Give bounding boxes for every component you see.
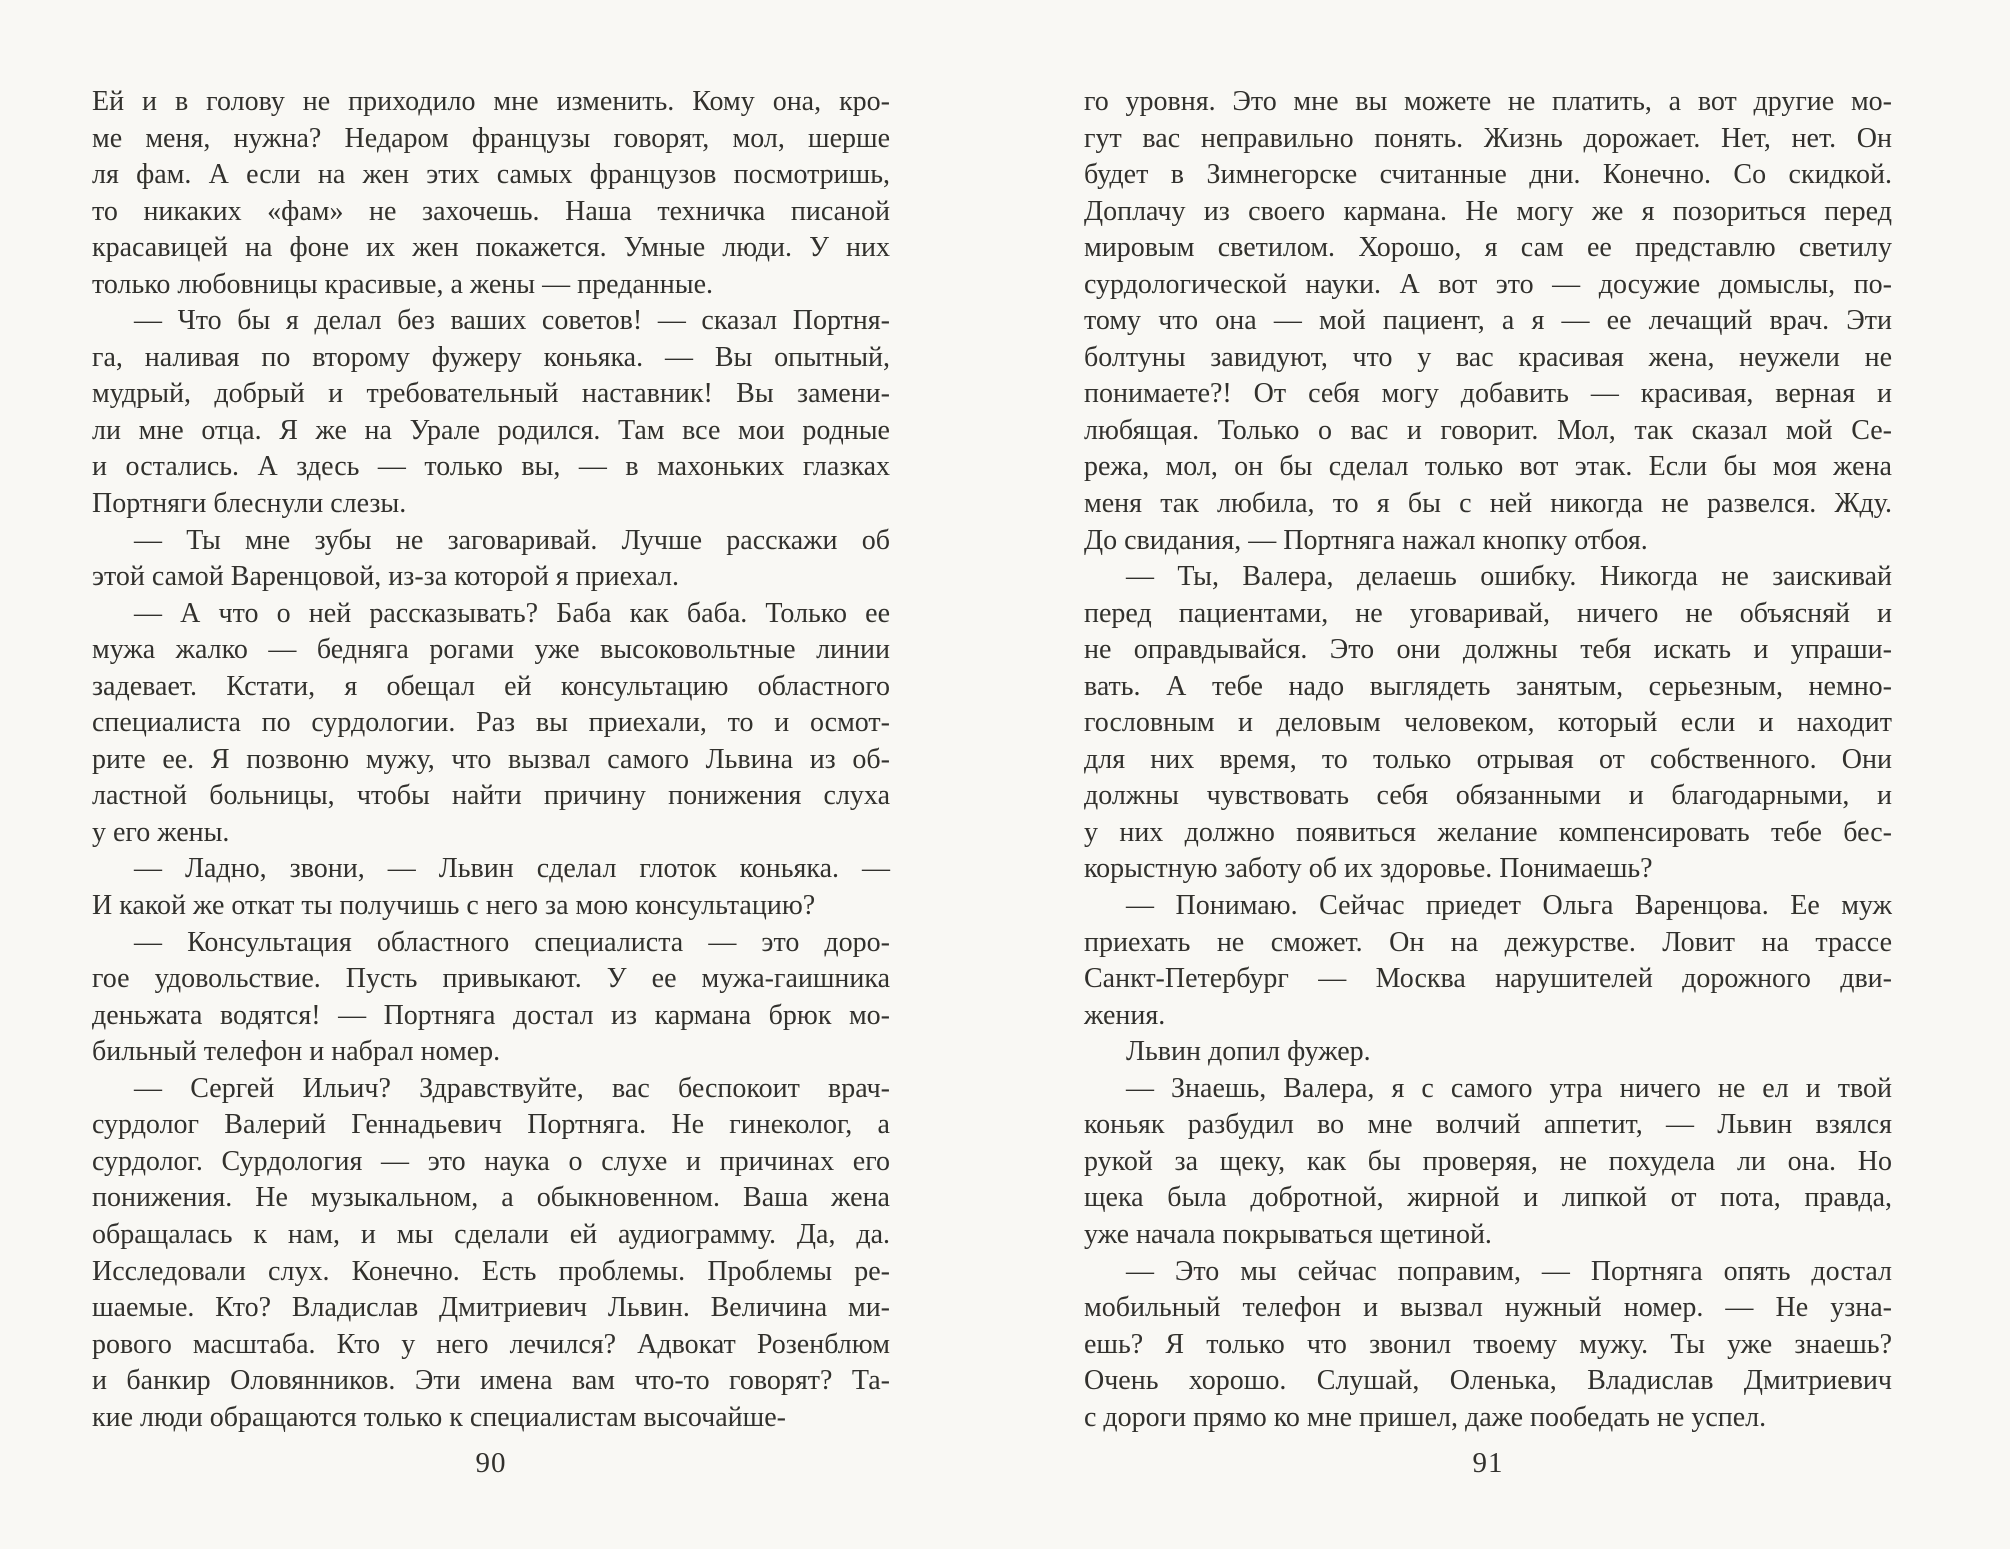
- text-line: сурдолог. Сурдология — это наука о слухе и причинах его: [92, 1145, 890, 1177]
- paragraph: [92, 596, 890, 852]
- text-line: га, наливая по второму фужеру коньяка. — Вы опытный,: [92, 341, 890, 373]
- text-line: деньжата водятся! — Портняга достал из кармана брюк мо-: [92, 999, 890, 1031]
- text-line: рового масштаба. Кто у него лечился? Адвокат Розенблюм: [92, 1328, 890, 1360]
- text-line: и банкир Оловянников. Эти имена вам что-то говорят? Та-: [92, 1365, 890, 1397]
- text-line: гут вас неправильно понять. Жизнь дорожает. Нет, нет. Он: [1084, 122, 1892, 154]
- text-line: ме меня, нужна? Недаром французы говорят, мол, шерше: [92, 122, 890, 154]
- page-number-left: 90: [475, 1447, 507, 1479]
- text-line: шаемые. Кто? Владислав Дмитриевич Львин. Величина ми-: [92, 1292, 890, 1324]
- text-line: гое удовольствие. Пусть привыкают. У ее мужа-гаишника: [92, 963, 890, 995]
- paragraph: [1084, 84, 1892, 559]
- text-line: — Консультация областного специалиста — это доро-: [134, 926, 890, 958]
- paragraph: [92, 925, 890, 1071]
- text-line: корыстную заботу об их здоровье. Понимаешь?: [1084, 853, 1653, 885]
- text-line: у них должно появиться желание компенсировать тебе бес-: [1084, 816, 1892, 848]
- text-line: — Это мы сейчас поправим, — Портняга опять достал: [1126, 1255, 1892, 1287]
- text-line: ли мне отца. Я же на Урале родился. Там все мои родные: [92, 414, 890, 446]
- paragraph: [92, 303, 890, 522]
- text-line: этой самой Варенцовой, из-за которой я приехал.: [92, 561, 679, 593]
- text-line: го уровня. Это мне вы можете не платить, а вот другие мо-: [1084, 86, 1892, 117]
- text-line: Ей и в голову не приходило мне изменить. Кому она, кро-: [92, 86, 890, 117]
- text-line: должны чувствовать себя обязанными и благодарными, и: [1084, 780, 1892, 812]
- text-line: понижения. Не музыкальном, а обыкновенном. Ваша жена: [92, 1182, 890, 1214]
- text-line: Доплачу из своего кармана. Не могу же я позориться перед: [1084, 195, 1892, 227]
- text-line: мудрый, добрый и требовательный наставник! Вы замени-: [92, 378, 890, 410]
- text-line: меня так любила, то я бы с ней никогда не развелся. Жду.: [1084, 488, 1892, 520]
- text-line: мобильный телефон и вызвал нужный номер. — Не узна-: [1084, 1292, 1892, 1324]
- text-line: только любовницы красивые, а жены — преданные.: [92, 268, 714, 300]
- text-line: то никаких «фам» не захочешь. Наша техничка писаной: [92, 195, 890, 227]
- text-line: ешь? Я только что звонил твоему мужу. Ты уже знаешь?: [1084, 1328, 1892, 1360]
- text-line: — Ладно, звони, — Львин сделал глоток коньяка. —: [134, 853, 890, 885]
- text-line: Исследовали слух. Конечно. Есть проблемы. Проблемы ре-: [92, 1255, 890, 1287]
- paragraph: [92, 523, 890, 596]
- page-right-text: [1084, 84, 1892, 1436]
- text-line: режа, мол, он бы сделал только вот этак. Если бы моя жена: [1084, 451, 1892, 483]
- text-line: Санкт-Петербург — Москва нарушителей дорожного дви-: [1084, 963, 1892, 995]
- text-line: задевает. Кстати, я обещал ей консультацию областного: [92, 670, 890, 702]
- text-line: Портняги блеснули слезы.: [92, 488, 407, 520]
- text-line: перед пациентами, не уговаривай, ничего не объясняй и: [1084, 597, 1892, 629]
- text-line: любящая. Только о вас и говорит. Мол, так сказал мой Се-: [1084, 414, 1892, 446]
- text-line: приехать не сможет. Он на дежурстве. Ловит на трассе: [1084, 926, 1892, 958]
- text-line: мировым светилом. Хорошо, я сам ее представлю светилу: [1084, 232, 1892, 264]
- paragraph: [1084, 1254, 1892, 1437]
- text-line: кие люди обращаются только к специалистам высочайше-: [92, 1401, 786, 1433]
- text-line: — Ты мне зубы не заговаривай. Лучше расскажи об: [134, 524, 890, 556]
- page-number-right: 91: [1472, 1447, 1504, 1479]
- text-line: сурдологической науки. А вот это — досужие домыслы, по-: [1084, 268, 1892, 300]
- text-line: гословным и деловым человеком, который если и находит: [1084, 707, 1892, 739]
- text-line: красавицей на фоне их жен покажется. Умные люди. У них: [92, 232, 890, 264]
- text-line: тому что она — мой пациент, а я — ее лечащий врач. Эти: [1084, 305, 1892, 337]
- text-line: у его жены.: [92, 816, 230, 848]
- text-line: вать. А тебе надо выглядеть занятым, серьезным, немно-: [1084, 670, 1892, 702]
- paragraph: [92, 851, 890, 924]
- text-line: — Ты, Валера, делаешь ошибку. Никогда не заискивай: [1126, 561, 1892, 593]
- page-right: [1084, 84, 1892, 1504]
- paragraph: [92, 84, 890, 303]
- text-line: и остались. А здесь — только вы, — в махоньких глазках: [92, 451, 890, 483]
- text-line: болтуны завидуют, что у вас красивая жена, неужели не: [1084, 341, 1892, 373]
- text-line: рите ее. Я позвоню мужу, что вызвал самого Львина из об-: [92, 743, 890, 775]
- text-line: — А что о ней рассказывать? Баба как баба. Только ее: [134, 597, 890, 629]
- text-line: — Понимаю. Сейчас приедет Ольга Варенцова. Ее муж: [1126, 890, 1892, 922]
- text-line: щека была добротной, жирной и липкой от пота, правда,: [1084, 1182, 1892, 1214]
- text-line: Львин допил фужер.: [1126, 1036, 1371, 1068]
- text-line: для них время, то только отрывая от собственного. Они: [1084, 743, 1892, 775]
- paragraph: [1084, 559, 1892, 888]
- text-line: специалиста по сурдологии. Раз вы приехали, то и осмот-: [92, 707, 890, 739]
- text-line: будет в Зимнегорске считанные дни. Конечно. Со скидкой.: [1084, 159, 1892, 191]
- text-line: уже начала покрываться щетиной.: [1084, 1218, 1492, 1250]
- text-line: — Что бы я делал без ваших советов! — сказал Портня-: [134, 305, 890, 337]
- text-line: с дороги прямо ко мне пришел, даже пообедать не успел.: [1084, 1401, 1767, 1433]
- paragraph: [1084, 1071, 1892, 1254]
- paragraph: [1084, 888, 1892, 1034]
- text-line: не оправдывайся. Это они должны тебя искать и упраши-: [1084, 634, 1892, 666]
- text-line: коньяк разбудил во мне волчий аппетит, — Львин взялся: [1084, 1109, 1892, 1141]
- text-line: Очень хорошо. Слушай, Оленька, Владислав Дмитриевич: [1084, 1365, 1892, 1397]
- paragraph: [92, 1071, 890, 1436]
- text-line: понимаете?! От себя могу добавить — красивая, верная и: [1084, 378, 1892, 410]
- text-line: — Знаешь, Валера, я с самого утра ничего не ел и твой: [1126, 1072, 1892, 1104]
- page-left: [92, 84, 890, 1504]
- text-line: До свидания, — Портняга нажал кнопку отбоя.: [1084, 524, 1648, 556]
- text-line: ластной больницы, чтобы найти причину понижения слуха: [92, 780, 890, 812]
- text-line: жения.: [1084, 999, 1166, 1031]
- page-left-text: [92, 84, 890, 1436]
- text-line: рукой за щеку, как бы проверяя, не похудела ли она. Но: [1084, 1145, 1892, 1177]
- text-line: — Сергей Ильич? Здравствуйте, вас беспокоит врач-: [134, 1072, 890, 1104]
- text-line: бильный телефон и набрал номер.: [92, 1036, 501, 1068]
- text-line: ля фам. А если на жен этих самых французов посмотришь,: [92, 159, 890, 191]
- paragraph: [1084, 1034, 1892, 1071]
- text-line: И какой же откат ты получишь с него за мою консультацию?: [92, 890, 816, 922]
- text-line: сурдолог Валерий Геннадьевич Портняга. Не гинеколог, а: [92, 1109, 890, 1141]
- text-line: обращалась к нам, и мы сделали ей аудиограмму. Да, да.: [92, 1218, 890, 1250]
- text-line: мужа жалко — бедняга рогами уже высоковольтные линии: [92, 634, 890, 666]
